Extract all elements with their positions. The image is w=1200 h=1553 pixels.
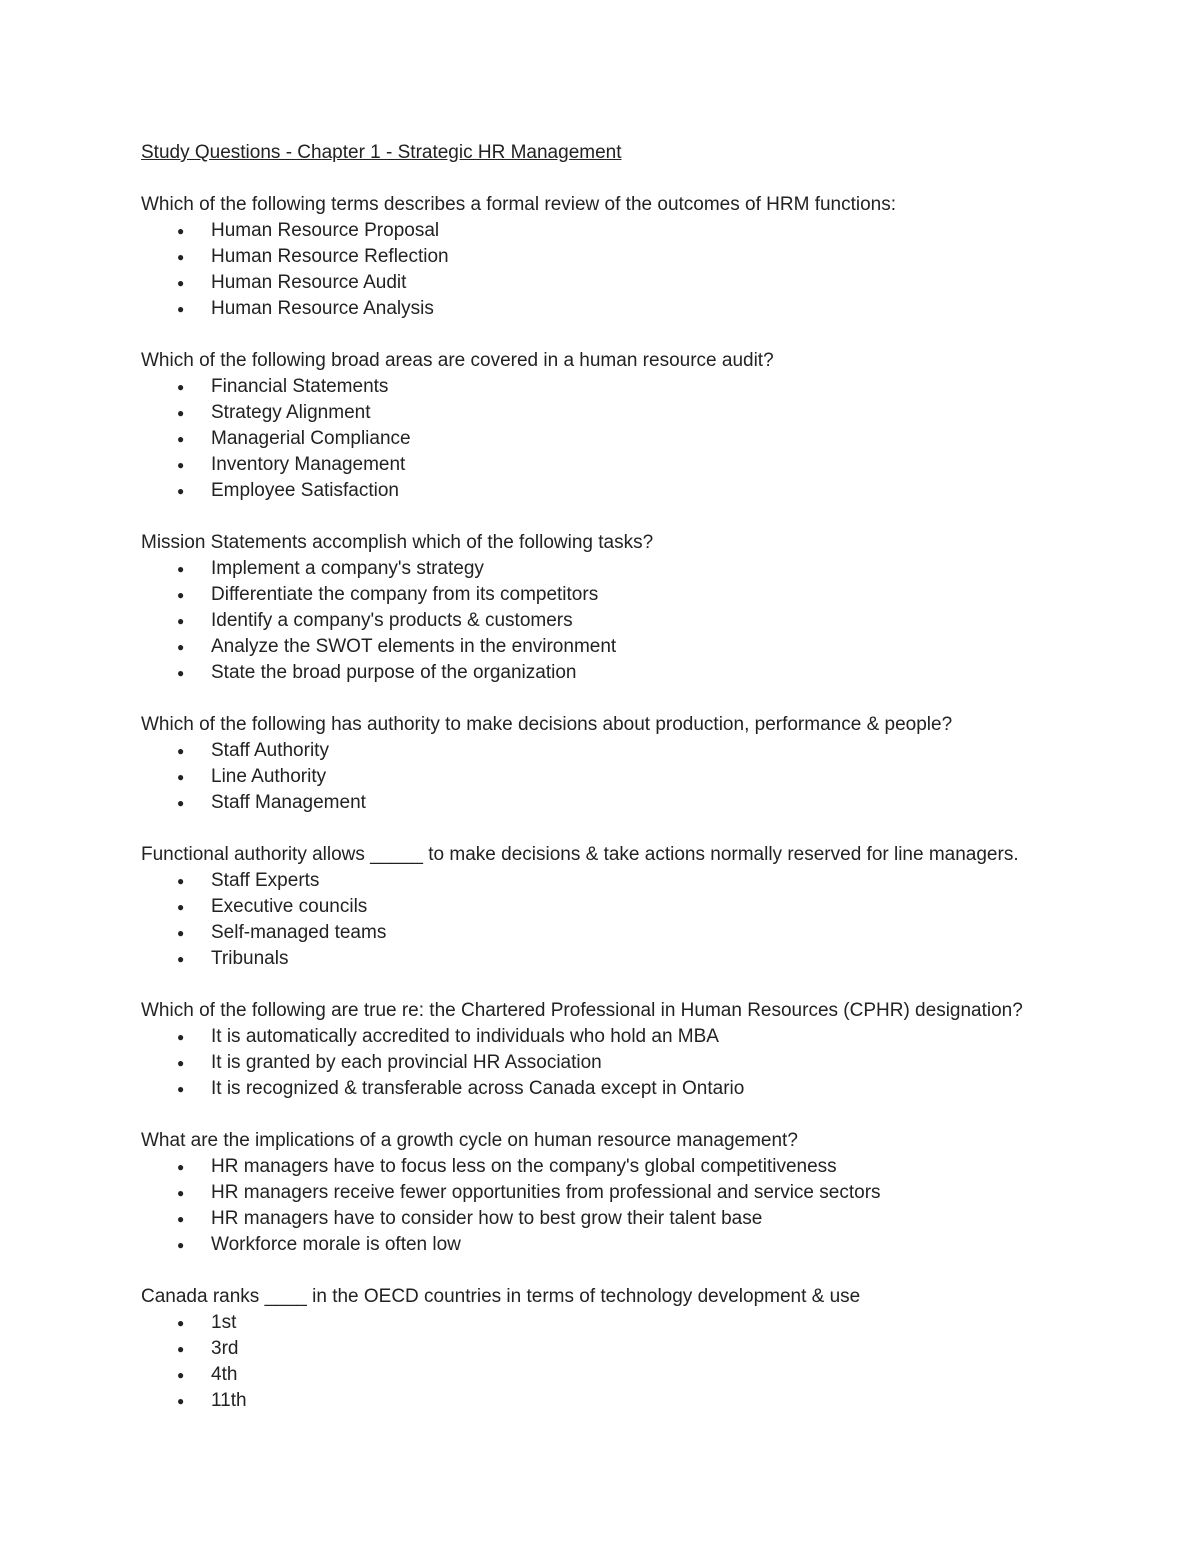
question-text: Which of the following has authority to make decisions about production, performance & people? [141,714,953,735]
option-text: HR managers have to consider how to best grow their talent base [211,1208,763,1229]
question-block [141,348,1101,504]
question-list [141,192,1101,1414]
question-text: Functional authority allows _____ to make decisions & take actions normally reserved for line managers. [141,844,1019,865]
bullet-icon: ● [177,614,185,628]
option-item [141,1024,1101,1050]
bullet-icon: ● [177,224,185,238]
option-item [141,426,1101,452]
option-item [141,1180,1101,1206]
option-item [141,1206,1101,1232]
option-item [141,400,1101,426]
bullet-icon: ● [177,1030,185,1044]
option-text: Staff Management [211,792,366,813]
option-text: Tribunals [211,948,289,969]
option-text: It is granted by each provincial HR Association [211,1052,602,1073]
bullet-icon: ● [177,926,185,940]
bullet-icon: ● [177,562,185,576]
option-list [141,556,1101,686]
option-item [141,920,1101,946]
bullet-icon: ● [177,874,185,888]
document-page [141,140,1101,1414]
bullet-icon: ● [177,276,185,290]
question-gap [141,1258,1101,1284]
question-block [141,530,1101,686]
question-gap [141,322,1101,348]
option-item [141,894,1101,920]
option-text: Implement a company's strategy [211,558,484,579]
bullet-icon: ● [177,744,185,758]
option-item [141,244,1101,270]
option-item [141,608,1101,634]
option-item [141,738,1101,764]
option-text: Strategy Alignment [211,402,371,423]
bullet-icon: ● [177,900,185,914]
bullet-icon: ● [177,484,185,498]
option-text: Executive councils [211,896,368,917]
option-item [141,790,1101,816]
bullet-icon: ● [177,1186,185,1200]
option-item [141,634,1101,660]
question-text: Mission Statements accomplish which of the following tasks? [141,532,654,553]
option-item [141,868,1101,894]
option-text: 1st [211,1312,237,1333]
question-gap [141,816,1101,842]
option-item [141,1076,1101,1102]
option-item [141,946,1101,972]
option-list [141,218,1101,322]
question-block [141,1284,1101,1414]
option-text: Human Resource Analysis [211,298,434,319]
question-block [141,192,1101,322]
option-text: Employee Satisfaction [211,480,399,501]
option-list [141,1024,1101,1102]
option-list [141,1154,1101,1258]
option-text: 4th [211,1364,238,1385]
option-text: HR managers have to focus less on the company's global competitiveness [211,1156,837,1177]
bullet-icon: ● [177,1056,185,1070]
document-title: Study Questions - Chapter 1 - Strategic HR Management [141,142,622,163]
bullet-icon: ● [177,302,185,316]
bullet-icon: ● [177,458,185,472]
question-text: Which of the following are true re: the Chartered Professional in Human Resources (CPHR) designation? [141,1000,1023,1021]
bullet-icon: ● [177,1368,185,1382]
option-item [141,764,1101,790]
bullet-icon: ● [177,1082,185,1096]
option-item [141,1050,1101,1076]
question-gap [141,504,1101,530]
option-item [141,452,1101,478]
question-block [141,842,1101,972]
option-list [141,374,1101,504]
option-text: Financial Statements [211,376,389,397]
bullet-icon: ● [177,1238,185,1252]
option-text: Staff Experts [211,870,320,891]
bullet-icon: ● [177,796,185,810]
option-text: Human Resource Reflection [211,246,449,267]
bullet-icon: ● [177,406,185,420]
option-text: Differentiate the company from its competitors [211,584,599,605]
option-item [141,556,1101,582]
bullet-icon: ● [177,640,185,654]
bullet-icon: ● [177,432,185,446]
option-text: Analyze the SWOT elements in the environment [211,636,617,657]
question-gap [141,1102,1101,1128]
option-text: Managerial Compliance [211,428,411,449]
question-text: Canada ranks ____ in the OECD countries in terms of technology development & use [141,1286,861,1307]
bullet-icon: ● [177,1212,185,1226]
option-text: Staff Authority [211,740,329,761]
title-spacer [141,166,1101,192]
option-item [141,1362,1101,1388]
question-block [141,712,1101,816]
option-item [141,218,1101,244]
bullet-icon: ● [177,952,185,966]
option-list [141,868,1101,972]
option-item [141,582,1101,608]
option-item [141,1336,1101,1362]
bullet-icon: ● [177,588,185,602]
option-text: It is automatically accredited to individuals who hold an MBA [211,1026,719,1047]
option-text: Identify a company's products & customers [211,610,573,631]
option-item [141,296,1101,322]
option-text: State the broad purpose of the organization [211,662,577,683]
option-text: Self-managed teams [211,922,387,943]
question-gap [141,972,1101,998]
bullet-icon: ● [177,380,185,394]
option-item [141,374,1101,400]
option-item [141,1154,1101,1180]
option-item [141,660,1101,686]
option-text: 11th [211,1390,247,1411]
question-block [141,998,1101,1102]
bullet-icon: ● [177,770,185,784]
option-text: HR managers receive fewer opportunities from professional and service sectors [211,1182,881,1203]
option-item [141,478,1101,504]
option-item [141,270,1101,296]
option-text: Human Resource Audit [211,272,407,293]
option-text: It is recognized & transferable across Canada except in Ontario [211,1078,745,1099]
option-text: Human Resource Proposal [211,220,440,241]
option-text: Workforce morale is often low [211,1234,461,1255]
question-text: Which of the following terms describes a formal review of the outcomes of HRM functions: [141,194,897,215]
option-list [141,738,1101,816]
option-text: Inventory Management [211,454,406,475]
option-text: 3rd [211,1338,239,1359]
question-text: Which of the following broad areas are covered in a human resource audit? [141,350,774,371]
option-list [141,1310,1101,1414]
option-item [141,1388,1101,1414]
question-gap [141,686,1101,712]
question-block [141,1128,1101,1258]
bullet-icon: ● [177,1160,185,1174]
question-text: What are the implications of a growth cycle on human resource management? [141,1130,798,1151]
option-item [141,1310,1101,1336]
option-text: Line Authority [211,766,327,787]
bullet-icon: ● [177,250,185,264]
bullet-icon: ● [177,666,185,680]
bullet-icon: ● [177,1316,185,1330]
bullet-icon: ● [177,1394,185,1408]
option-item [141,1232,1101,1258]
bullet-icon: ● [177,1342,185,1356]
